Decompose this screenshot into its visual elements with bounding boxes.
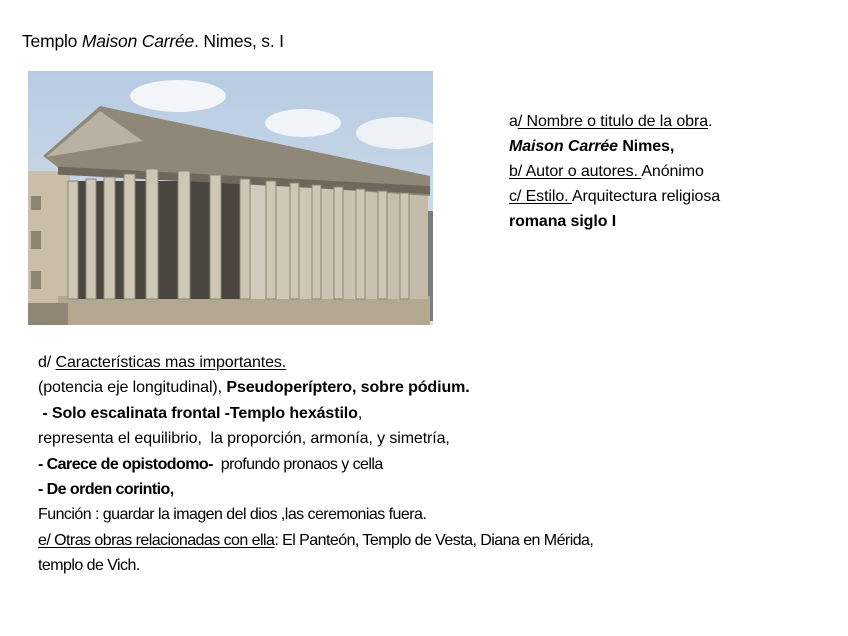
details-line-d: [38, 350, 593, 375]
info-line-name: [509, 134, 720, 159]
info-name-italic: Maison Carrée: [509, 138, 618, 155]
details-d-label: Características mas importantes.: [55, 354, 287, 371]
details-e-value: : El Panteón, Templo de Vesta, Diana en Mérida,: [274, 531, 594, 549]
details-line2-end: ,: [357, 404, 363, 422]
temple-illustration-icon: [28, 71, 433, 325]
title-suffix: . Nimes, s. I: [194, 31, 284, 51]
temple-photo: [28, 71, 433, 325]
info-line-c-bold: romana siglo I: [509, 213, 617, 230]
info-b-label: b/ Autor o autores.: [509, 163, 642, 180]
details-line4-normal: profundo pronaos y cella: [212, 455, 383, 473]
info-name-rest: Nimes,: [617, 138, 675, 155]
details-line-4: [38, 452, 593, 477]
info-a-prefix: a: [509, 113, 518, 130]
details-line-5: - De orden corintio,: [38, 481, 174, 499]
details-e-label: e/ Otras obras relacionadas con ella: [38, 531, 275, 549]
info-line-c: [509, 184, 720, 209]
details-line-1: [38, 375, 593, 400]
details-line2-bold: - Solo escalinata frontal -Templo hexástilo: [38, 404, 358, 422]
artwork-info: [509, 109, 720, 234]
details-line1-bold: Pseudoperíptero, sobre pódium.: [226, 379, 470, 397]
details-line-2: [38, 401, 593, 426]
details-line-8: templo de Vich.: [38, 557, 140, 575]
details-line4-bold: - Carece de opistodomo-: [38, 455, 213, 473]
title-italic-name: Maison Carrée: [81, 31, 195, 51]
details-line-e: [38, 528, 593, 553]
info-b-value: Anónimo: [641, 163, 704, 180]
details-line1-normal: (potencia eje longitudinal),: [38, 379, 227, 397]
info-a-end: .: [708, 113, 713, 130]
info-c-value: Arquitectura religiosa: [571, 188, 721, 205]
info-line-a: [509, 109, 720, 134]
slide-title: [22, 31, 284, 52]
details-d-prefix: d/: [38, 354, 56, 371]
details-line-6: Función : guardar la imagen del dios ,las ceremonias fuera.: [38, 506, 427, 524]
info-a-label: / Nombre o titulo de la obra: [517, 113, 709, 130]
info-line-b: [509, 159, 720, 184]
title-prefix: Templo: [22, 31, 82, 51]
details-line-3: representa el equilibrio, la proporción, armonía, y simetría,: [38, 430, 450, 448]
characteristics: [38, 350, 593, 579]
info-c-label: c/ Estilo.: [509, 188, 572, 205]
